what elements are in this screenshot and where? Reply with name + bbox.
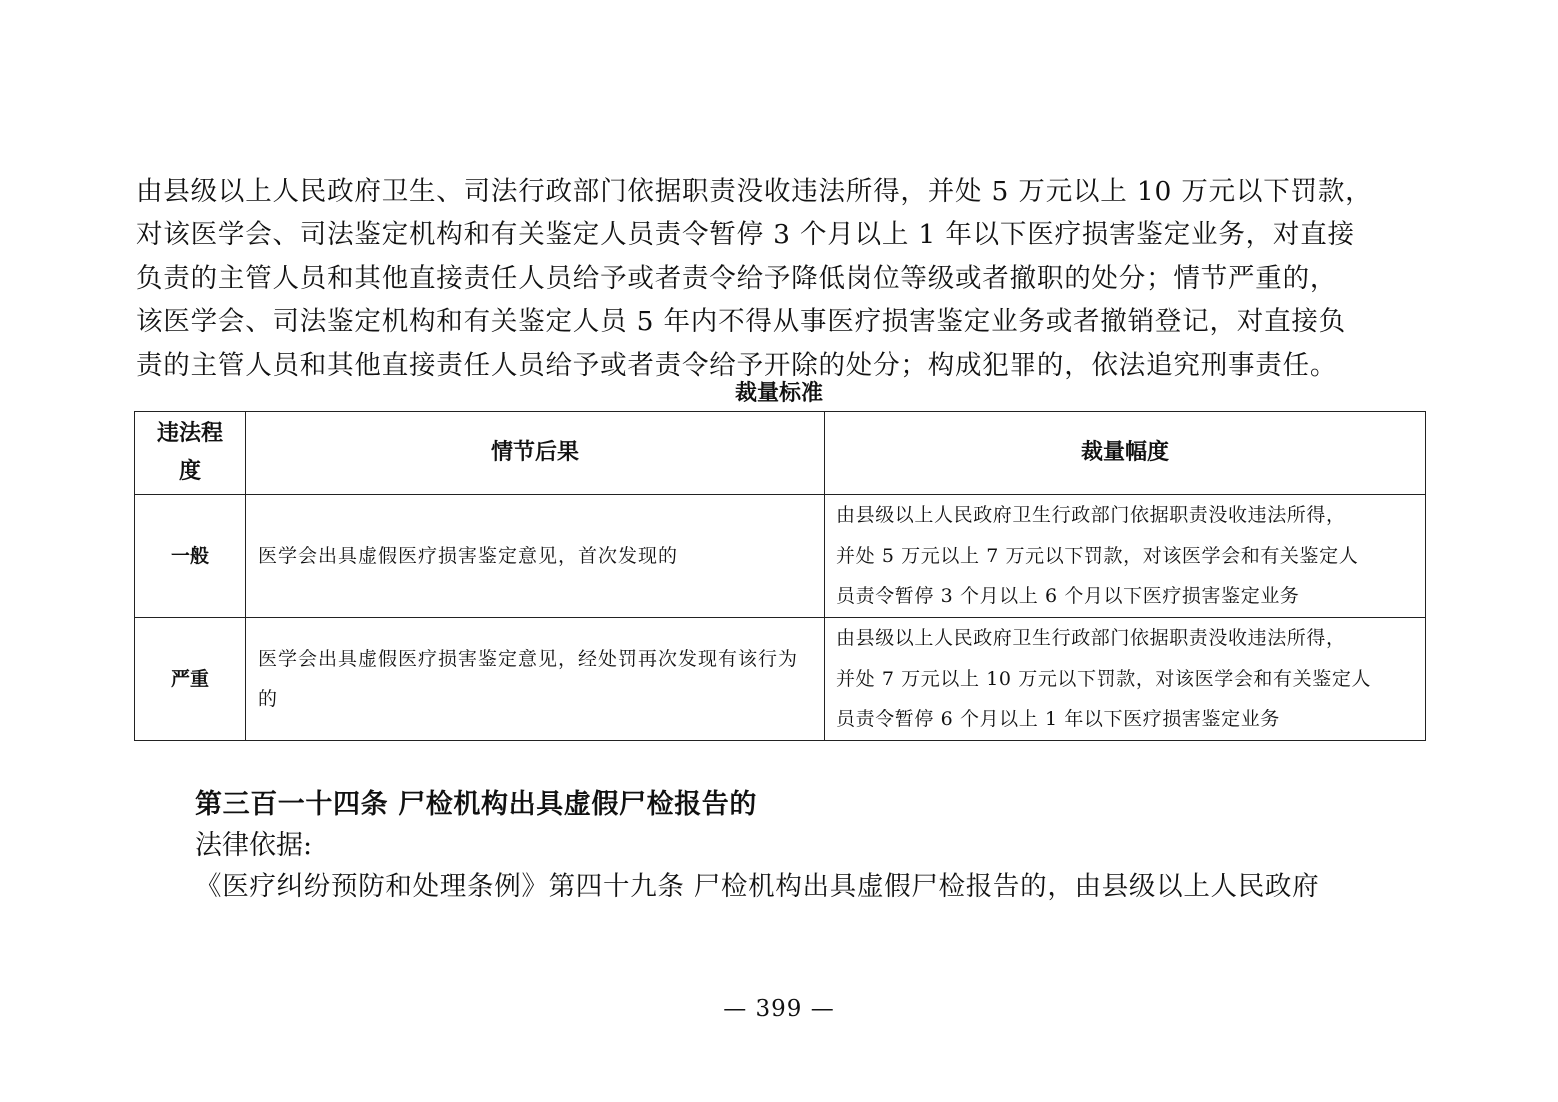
row-consequence: 医学会出具虚假医疗损害鉴定意见，首次发现的 [246,495,825,618]
legal-basis-text: 《医疗纠纷预防和处理条例》第四十九条 尸检机构出具虚假尸检报告的，由县级以上人民政府 [195,871,1320,902]
range-line: 由县级以上人民政府卫生行政部门依据职责没收违法所得， [836,627,1346,650]
paragraph-line: 负责的主管人员和其他直接责任人员给予或者责令给予降低岗位等级或者撤职的处分；情节严重的， [136,262,1338,294]
row-level: 一般 [135,495,246,618]
table-row [135,618,1426,741]
range-line: 员责令暂停 6 个月以上 1 年以下医疗损害鉴定业务 [836,708,1280,731]
discretion-standard-table [134,411,1426,741]
page-number: — 399 — [723,996,835,1022]
paragraph-line: 该医学会、司法鉴定机构和有关鉴定人员 5 年内不得从事医疗损害鉴定业务或者撤销登记，对直接负 [136,306,1347,338]
header-range: 裁量幅度 [825,412,1426,495]
body-paragraph [136,170,1426,387]
row-range [825,618,1426,741]
table-row [135,495,1426,618]
row-range [825,495,1426,618]
row-level: 严重 [135,618,246,741]
row-consequence: 医学会出具虚假医疗损害鉴定意见，经处罚再次发现有该行为的 [246,618,825,741]
article-title: 第三百一十四条 尸检机构出具虚假尸检报告的 [195,789,757,820]
table-caption: 裁量标准 [734,381,823,406]
range-line: 员责令暂停 3 个月以上 6 个月以下医疗损害鉴定业务 [836,585,1300,608]
paragraph-line: 责的主管人员和其他直接责任人员给予或者责令给予开除的处分；构成犯罪的，依法追究刑事责任。 [136,349,1338,381]
table-header-row [135,412,1426,495]
range-line: 并处 5 万元以上 7 万元以下罚款，对该医学会和有关鉴定人 [836,544,1359,567]
header-consequence: 情节后果 [246,412,825,495]
paragraph-line: 由县级以上人民政府卫生、司法行政部门依据职责没收违法所得，并处 5 万元以上 10 万元以下罚款， [136,176,1373,207]
range-line: 由县级以上人民政府卫生行政部门依据职责没收违法所得， [836,504,1346,527]
header-level: 违法程度 [135,412,246,495]
paragraph-line: 对该医学会、司法鉴定机构和有关鉴定人员责令暂停 3 个月以上 1 年以下医疗损害鉴定业务，对直接 [136,219,1355,251]
legal-basis-label: 法律依据: [195,830,313,861]
range-line: 并处 7 万元以上 10 万元以下罚款，对该医学会和有关鉴定人 [836,667,1372,690]
